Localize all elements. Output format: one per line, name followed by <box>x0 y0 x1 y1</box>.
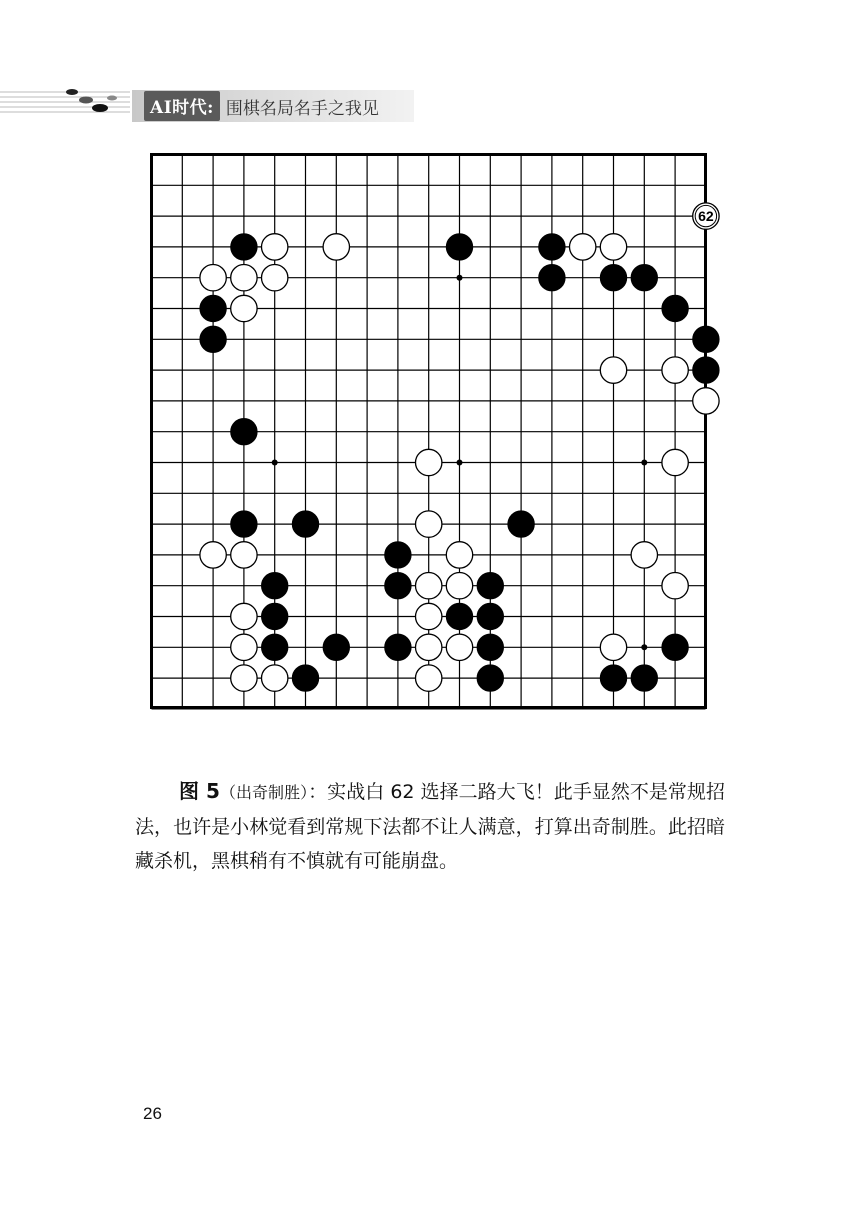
black-stone <box>231 419 257 445</box>
white-stone <box>231 665 257 691</box>
white-stone <box>262 234 288 260</box>
white-stone <box>662 357 688 383</box>
figure-label: 图 5 <box>179 779 220 803</box>
figure-subtitle: （出奇制胜） <box>219 783 309 802</box>
header-banner <box>132 90 414 122</box>
black-stone <box>262 603 288 629</box>
white-stone <box>631 542 657 568</box>
white-stone <box>600 234 626 260</box>
star-point <box>457 275 463 281</box>
black-stone <box>262 634 288 660</box>
black-stone <box>200 295 226 321</box>
white-stone <box>231 634 257 660</box>
white-stone <box>446 634 472 660</box>
white-stone <box>416 603 442 629</box>
white-stone <box>600 357 626 383</box>
black-stone <box>385 573 411 599</box>
black-stone <box>292 665 318 691</box>
black-stone <box>231 511 257 537</box>
book-title: 围棋名局名手之我见 <box>225 98 379 119</box>
black-stone <box>262 573 288 599</box>
black-stone <box>539 234 565 260</box>
page-number: 26 <box>143 1104 162 1123</box>
black-stone <box>539 265 565 291</box>
white-stone <box>570 234 596 260</box>
caption-body: ：实战白 62 选择二路大飞！此手显然不是常规招法，也许是小林觉看到常规下法都不让人满意，打算出奇制胜。此招暗藏杀机，黑棋稍有不慎就有可能崩盘。 <box>135 781 725 872</box>
white-stone <box>231 603 257 629</box>
black-stone <box>385 634 411 660</box>
black-stone <box>631 665 657 691</box>
white-stone <box>200 542 226 568</box>
white-stone <box>200 265 226 291</box>
black-stone <box>600 265 626 291</box>
white-stone <box>446 573 472 599</box>
white-stone <box>262 265 288 291</box>
white-stone <box>693 388 719 414</box>
white-stone <box>323 234 349 260</box>
header-decoration <box>0 86 140 116</box>
black-stone <box>446 603 472 629</box>
black-stone <box>385 542 411 568</box>
white-stone <box>262 665 288 691</box>
black-stone <box>477 634 503 660</box>
black-stone <box>600 665 626 691</box>
white-stone <box>600 634 626 660</box>
black-stone <box>323 634 349 660</box>
book-series-tag: AI时代: <box>144 91 220 121</box>
white-stone <box>662 449 688 475</box>
black-stone <box>446 234 472 260</box>
white-stone <box>416 573 442 599</box>
black-stone <box>200 326 226 352</box>
black-stone <box>477 665 503 691</box>
go-board <box>150 153 714 709</box>
white-stone <box>446 542 472 568</box>
black-stone <box>631 265 657 291</box>
white-stone <box>231 265 257 291</box>
black-stone <box>477 603 503 629</box>
black-stone <box>693 326 719 352</box>
white-stone <box>416 449 442 475</box>
go-board-diagram <box>150 153 714 709</box>
star-point <box>641 644 647 650</box>
star-point <box>641 460 647 466</box>
white-stone <box>416 634 442 660</box>
star-point <box>272 460 278 466</box>
black-stone <box>662 295 688 321</box>
white-stone <box>662 573 688 599</box>
black-stone <box>693 357 719 383</box>
white-stone <box>231 542 257 568</box>
move-number-label: 62 <box>698 208 714 225</box>
caption-paragraph <box>135 774 725 878</box>
black-stone <box>662 634 688 660</box>
black-stone <box>292 511 318 537</box>
black-stone <box>231 234 257 260</box>
running-header <box>0 78 420 128</box>
star-point <box>457 460 463 466</box>
black-stone <box>508 511 534 537</box>
figure-caption <box>135 774 725 878</box>
white-stone <box>231 295 257 321</box>
white-stone <box>416 511 442 537</box>
white-stone <box>416 665 442 691</box>
black-stone <box>477 573 503 599</box>
